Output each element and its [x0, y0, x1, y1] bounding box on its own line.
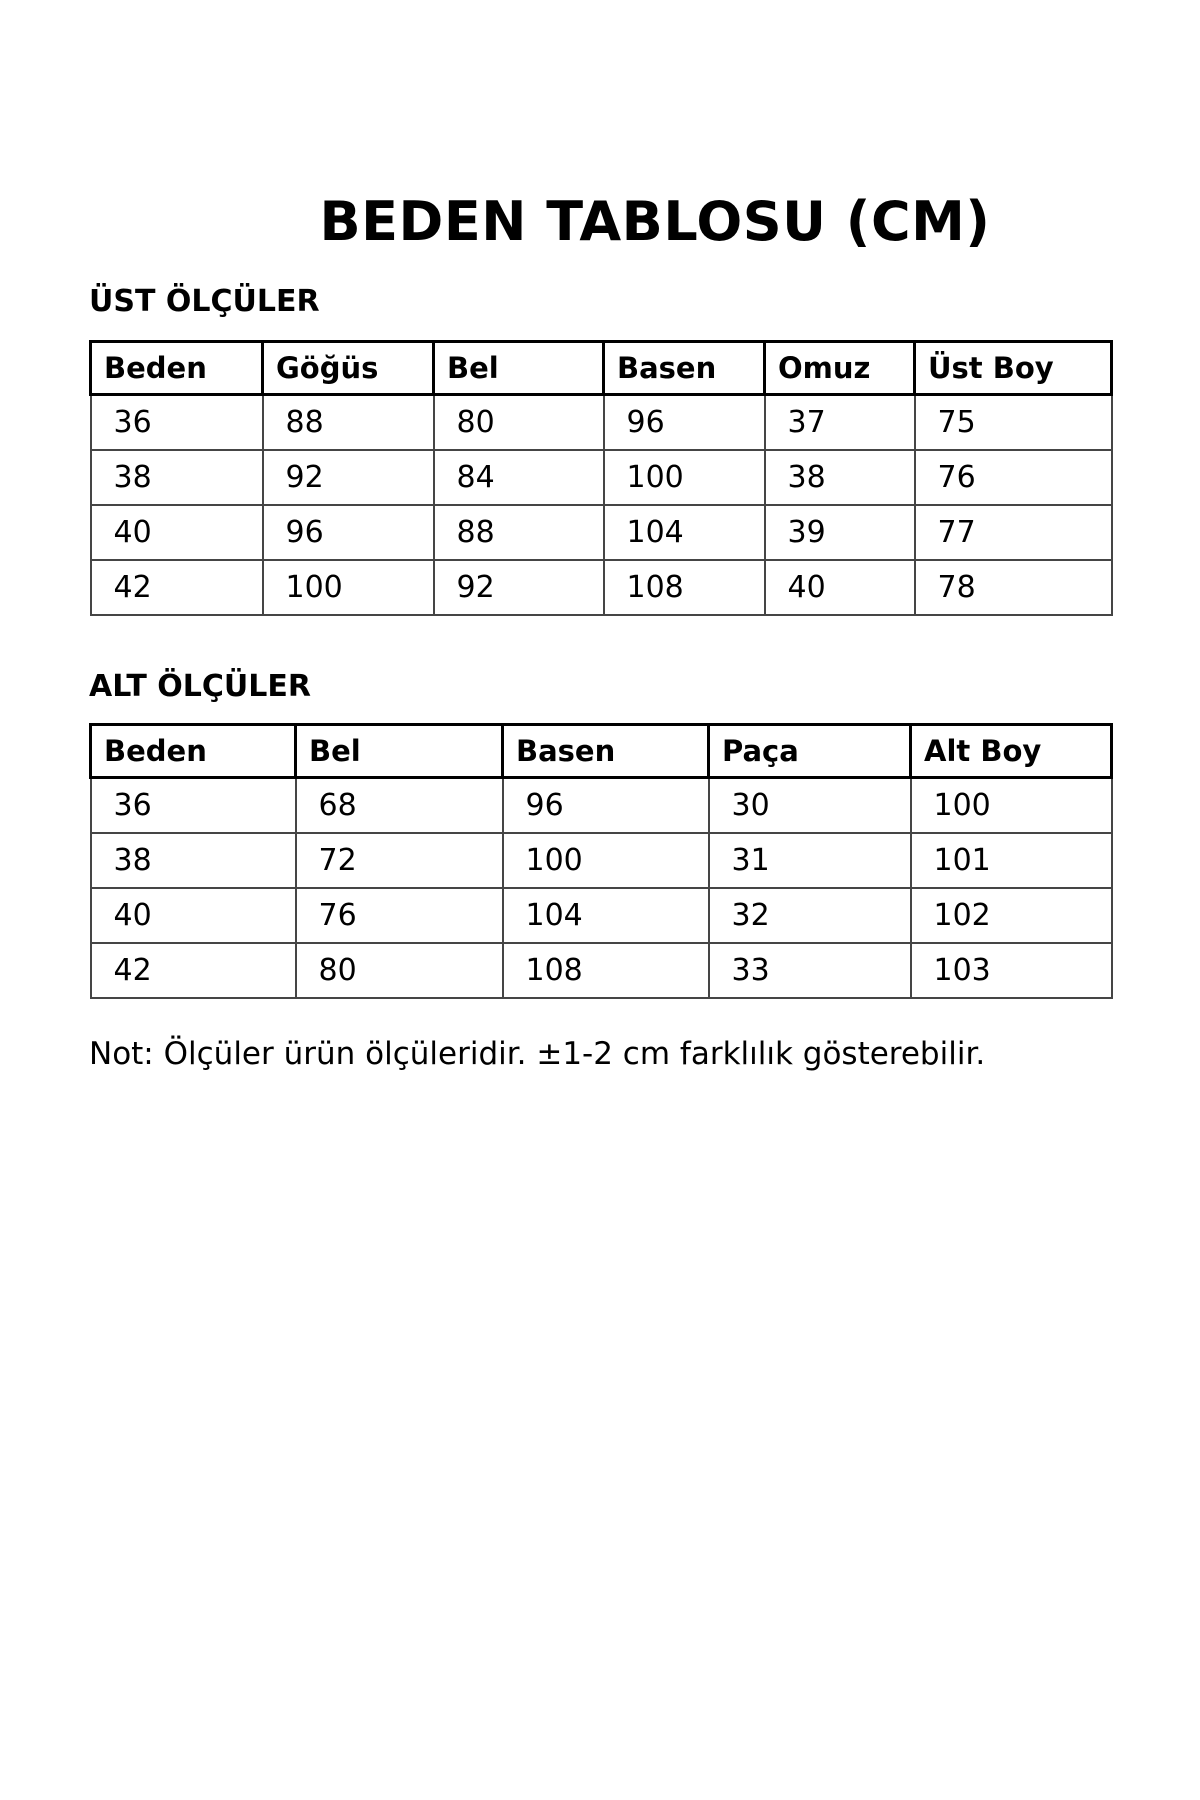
data-cell: 39 — [765, 505, 915, 560]
data-cell: 32 — [709, 888, 911, 943]
data-cell: 92 — [434, 560, 604, 615]
data-cell: 100 — [911, 778, 1112, 834]
column-header: Alt Boy — [911, 725, 1112, 778]
column-header: Bel — [296, 725, 503, 778]
note-text: Not: Ölçüler ürün ölçüleridir. ±1-2 cm farklılık gösterebilir. — [89, 1036, 986, 1072]
data-cell: 37 — [765, 395, 915, 451]
data-cell: 102 — [911, 888, 1112, 943]
page-title: BEDEN TABLOSU (CM) — [319, 190, 991, 253]
data-cell: 72 — [296, 833, 503, 888]
column-header: Beden — [91, 725, 296, 778]
data-cell: 108 — [503, 943, 709, 998]
data-cell: 92 — [263, 450, 434, 505]
data-cell: 100 — [263, 560, 434, 615]
data-cell: 104 — [604, 505, 765, 560]
data-cell: 40 — [91, 888, 296, 943]
data-cell: 84 — [434, 450, 604, 505]
section-heading-lower-measurements: ALT ÖLÇÜLER — [89, 669, 311, 704]
data-cell: 42 — [91, 560, 263, 615]
table-row — [91, 833, 1112, 888]
data-cell: 40 — [765, 560, 915, 615]
data-cell: 76 — [915, 450, 1112, 505]
section-heading-upper-measurements: ÜST ÖLÇÜLER — [89, 284, 320, 319]
column-header: Paça — [709, 725, 911, 778]
data-cell: 31 — [709, 833, 911, 888]
data-cell: 38 — [91, 450, 263, 505]
data-cell: 38 — [91, 833, 296, 888]
data-cell: 101 — [911, 833, 1112, 888]
upper-table-header-row — [91, 342, 1112, 395]
data-cell: 108 — [604, 560, 765, 615]
table-row — [91, 560, 1112, 615]
data-cell: 96 — [604, 395, 765, 451]
data-cell: 33 — [709, 943, 911, 998]
table-row — [91, 943, 1112, 998]
column-header: Basen — [604, 342, 765, 395]
column-header: Basen — [503, 725, 709, 778]
table-row — [91, 505, 1112, 560]
column-header: Göğüs — [263, 342, 434, 395]
upper-measurements-table — [89, 340, 1113, 616]
data-cell: 68 — [296, 778, 503, 834]
data-cell: 42 — [91, 943, 296, 998]
column-header: Bel — [434, 342, 604, 395]
data-cell: 36 — [91, 395, 263, 451]
data-cell: 40 — [91, 505, 263, 560]
lower-table-header-row — [91, 725, 1112, 778]
data-cell: 30 — [709, 778, 911, 834]
table-row — [91, 395, 1112, 451]
data-cell: 103 — [911, 943, 1112, 998]
data-cell: 100 — [503, 833, 709, 888]
column-header: Beden — [91, 342, 263, 395]
table-row — [91, 888, 1112, 943]
data-cell: 88 — [263, 395, 434, 451]
data-cell: 80 — [296, 943, 503, 998]
data-cell: 77 — [915, 505, 1112, 560]
lower-measurements-table — [89, 723, 1113, 999]
data-cell: 38 — [765, 450, 915, 505]
table-row — [91, 778, 1112, 834]
column-header: Üst Boy — [915, 342, 1112, 395]
data-cell: 104 — [503, 888, 709, 943]
data-cell: 76 — [296, 888, 503, 943]
table-row — [91, 450, 1112, 505]
column-header: Omuz — [765, 342, 915, 395]
data-cell: 96 — [263, 505, 434, 560]
data-cell: 75 — [915, 395, 1112, 451]
upper-table-body — [91, 395, 1112, 616]
data-cell: 78 — [915, 560, 1112, 615]
lower-table-body — [91, 778, 1112, 999]
data-cell: 100 — [604, 450, 765, 505]
data-cell: 96 — [503, 778, 709, 834]
data-cell: 36 — [91, 778, 296, 834]
data-cell: 88 — [434, 505, 604, 560]
data-cell: 80 — [434, 395, 604, 451]
